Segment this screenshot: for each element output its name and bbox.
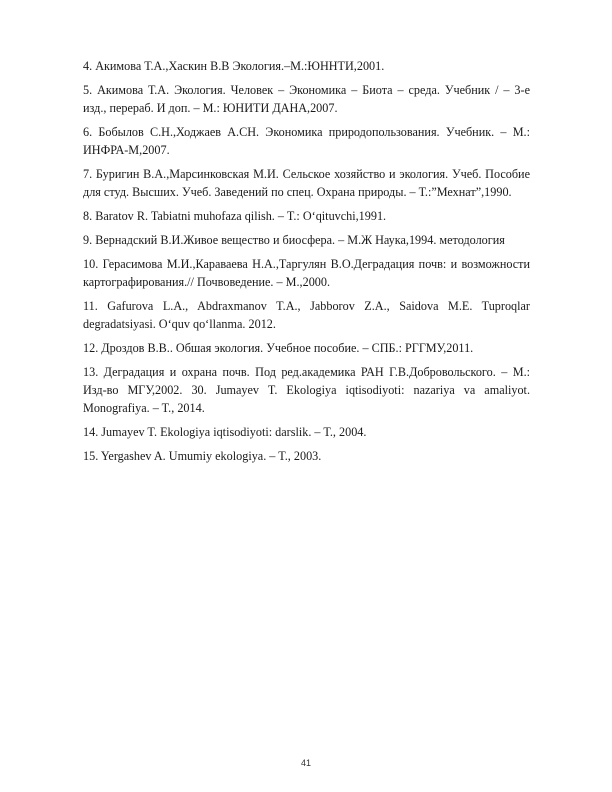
page-number: 41 — [300, 758, 311, 768]
reference-item-14: 14. Jumayev T. Ekologiya iqtisodiyoti: darslik. – T., 2004. — [83, 425, 367, 439]
reference-item-10: 10. Герасимова М.И.,Караваева Н.А.,Таргулян В.О.Деградация почв: и возможности картографирования.// Почвоведение. – М.,2000. — [83, 257, 530, 289]
reference-item-4: 4. Акимова Т.А.,Хаскин В.В Экология.–М.:ЮННТИ,2001. — [83, 59, 385, 73]
reference-item-6: 6. Бобылов С.Н.,Ходжаев А.СН. Экономика природопользования. Учебник. – М.: ИНФРА-М,2007. — [83, 125, 530, 157]
reference-item-8: 8. Baratov R. Tabiatni muhofaza qilish. – T.: O‘qituvchi,1991. — [83, 209, 387, 223]
reference-item-13: 13. Деградация и охрана почв. Под ред.академика РАН Г.В.Добровольского. – М.: Изд-во МГУ,2002. 30. Jumayev T. Ekologiya iqtisodiyoti: nazariya va amaliyot. Monografiya. – T., 2014. — [83, 365, 530, 415]
reference-item-5: 5. Акимова Т.А. Экология. Человек – Экономика – Биота – среда. Учебник / – 3-е изд., перераб. И доп. – М.: ЮНИТИ ДАНА,2007. — [83, 83, 530, 115]
reference-item-12: 12. Дроздов В.В.. Обшая экология. Учебное пособие. – СПБ.: РГГМУ,2011. — [83, 341, 474, 355]
reference-item-7: 7. Буригин В.А.,Марсинковская М.И. Сельское хозяйство и экология. Учеб. Пособие для студ. Высших. Учеб. Заведений по спец. Охрана природы. – Т.:”Мехнат”,1990. — [83, 167, 530, 199]
reference-item-15: 15. Yergashev A. Umumiy ekologiya. – T., 2003. — [83, 449, 322, 463]
reference-list — [83, 57, 530, 471]
reference-item-9: 9. Вернадский В.И.Живое вещество и биосфера. – М.Ж Наука,1994. методология — [83, 233, 505, 247]
reference-item-11: 11. Gafurova L.A., Abdraxmanov T.A., Jabborov Z.A., Saidova M.E. Tuproqlar degradatsiyasi. O‘quv qo‘llanma. 2012. — [83, 299, 530, 331]
